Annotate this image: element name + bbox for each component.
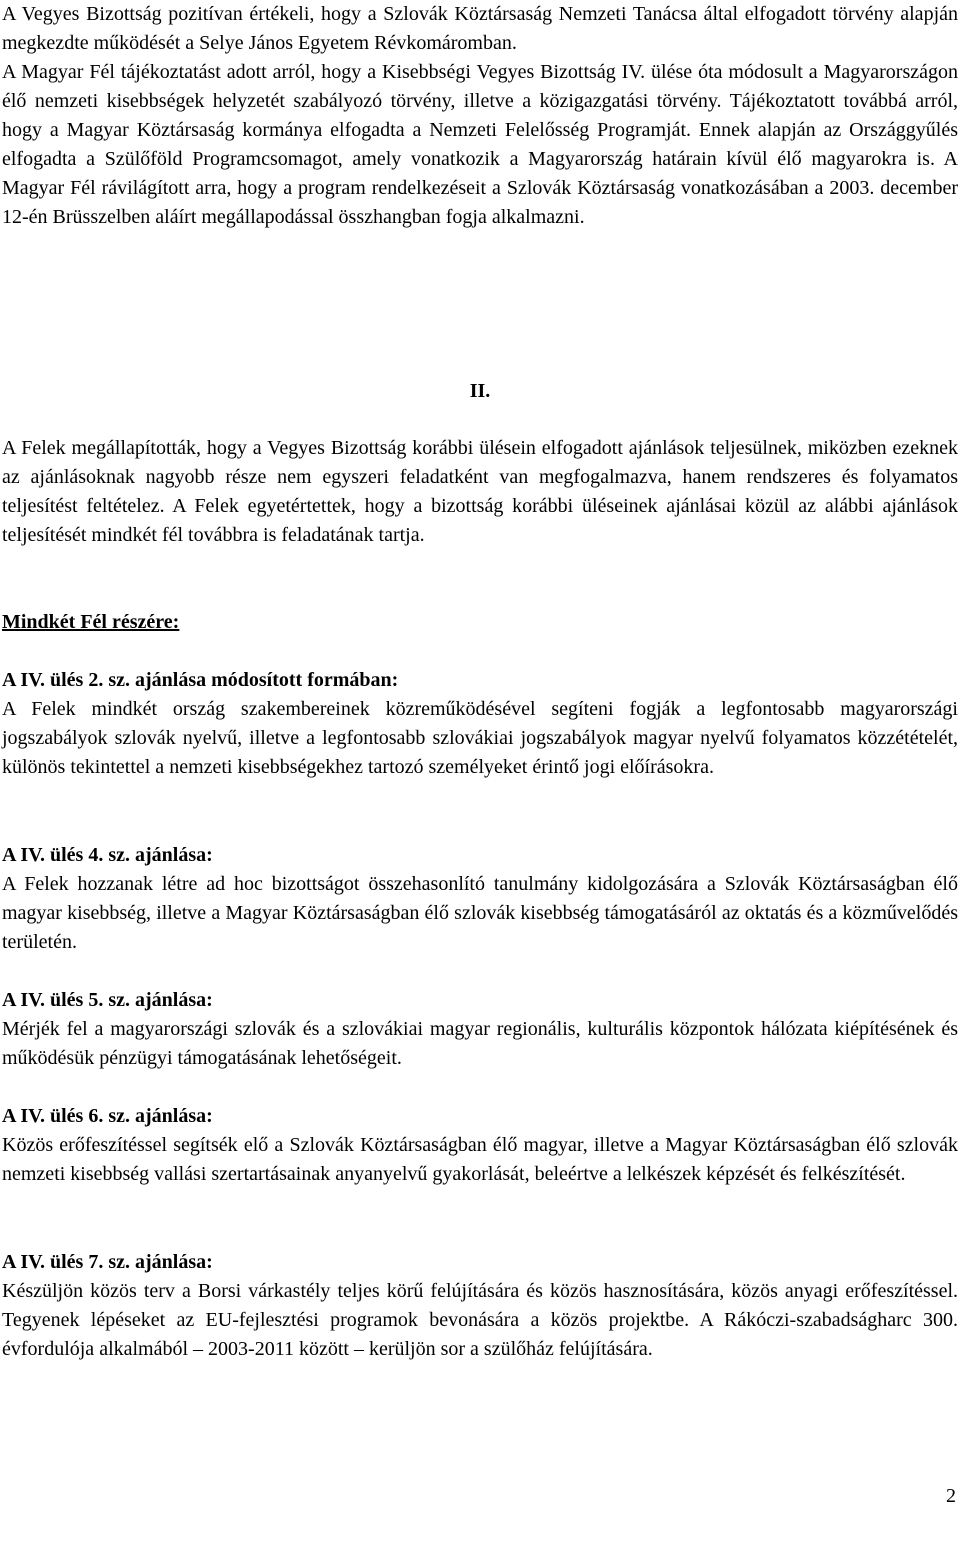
- recommendation-heading-5: A IV. ülés 7. sz. ajánlása:: [2, 1251, 213, 1273]
- recommendation-text-5: Készüljön közös terv a Borsi várkastély teljes körű felújítására és közös hasznosítására, közös anyagi erőfeszítéssel. Tegyenek lépéseket az EU-fejlesztési programok bevonására a közös projektbe. A Rákóczi-szabadságharc 300. évfordulója alkalmából – 2003-2011 között – kerüljön sor a szülőház felújítására.: [2, 1280, 958, 1360]
- recommendation-heading-3: A IV. ülés 5. sz. ajánlása:: [2, 989, 213, 1011]
- section-paragraph: A Felek megállapították, hogy a Vegyes Bizottság korábbi ülésein elfogadott ajánlások teljesülnek, miközben ezeknek az ajánlásoknak nagyobb része nem egyszeri feladatként van megfogalmazva, hanem rendszeres és folyamatos teljesítést feltételez. A Felek egyetértettek, hogy a bizottság korábbi üléseinek ajánlásai közül az alábbi ajánlások teljesítését mindkét fél továbbra is feladatának tartja.: [2, 437, 958, 546]
- intro-paragraph-2: A Magyar Fél tájékoztatást adott arról, hogy a Kisebbségi Vegyes Bizottság IV. ülése óta módosult a Magyarországon élő nemzeti kisebbségek helyzetét szabályozó törvény, illetve a közigazgatási törvény. Tájékoztatott továbbá arról, hogy a Magyar Köztársaság kormánya elfogadta a Nemzeti Felelősség Programját. Ennek alapján az Országgyűlés elfogadta a Szülőföld Programcsomagot, amely vonatkozik a Magyarország határain kívül élő magyarokra is. A Magyar Fél rávilágított arra, hogy a program rendelkezéseit a Szlovák Köztársaság vonatkozásában a 2003. december 12-én Brüsszelben aláírt megállapodással összhangban fogja alkalmazni.: [2, 61, 958, 228]
- page-number: 2: [946, 1485, 956, 1507]
- both-sides-heading: Mindkét Fél részére:: [2, 611, 180, 633]
- recommendation-heading-2: A IV. ülés 4. sz. ajánlása:: [2, 844, 213, 866]
- section-title: II.: [469, 380, 491, 402]
- recommendation-text-4: Közös erőfeszítéssel segítsék elő a Szlovák Köztársaságban élő magyar, illetve a Magyar Köztársaságban élő szlovák nemzeti kisebbség vallási szertartásainak anyanyelvű gyakorlását, beleértve a lelkészek képzését és felkészítését.: [2, 1134, 958, 1185]
- recommendation-heading-4: A IV. ülés 6. sz. ajánlása:: [2, 1105, 213, 1127]
- intro-paragraph-1: A Vegyes Bizottság pozitívan értékeli, hogy a Szlovák Köztársaság Nemzeti Tanácsa által elfogadott törvény alapján megkezdte működését a Selye János Egyetem Révkomáromban.: [2, 3, 958, 54]
- recommendation-text-2: A Felek hozzanak létre ad hoc bizottságot összehasonlító tanulmány kidolgozására a Szlovák Köztársaságban élő magyar kisebbség, illetve a Magyar Köztársaságban élő szlovák kisebbség támogatásáról az oktatás és a közművelődés területén.: [2, 873, 958, 953]
- recommendation-text-1: A Felek mindkét ország szakembereinek közreműködésével segíteni fogják a legfontosabb magyarországi jogszabályok szlovák nyelvű, illetve a legfontosabb szlovákiai jogszabályok magyar nyelvű folyamatos közzétételét, különös tekintettel a nemzeti kisebbségekhez tartozó személyeket érintő jogi előírásokra.: [2, 698, 958, 778]
- recommendation-heading-1: A IV. ülés 2. sz. ajánlása módosított formában:: [2, 669, 399, 691]
- recommendation-text-3: Mérjék fel a magyarországi szlovák és a szlovákiai magyar regionális, kulturális központok hálózata kiépítésének és működésük pénzügyi támogatásának lehetőségeit.: [2, 1018, 958, 1069]
